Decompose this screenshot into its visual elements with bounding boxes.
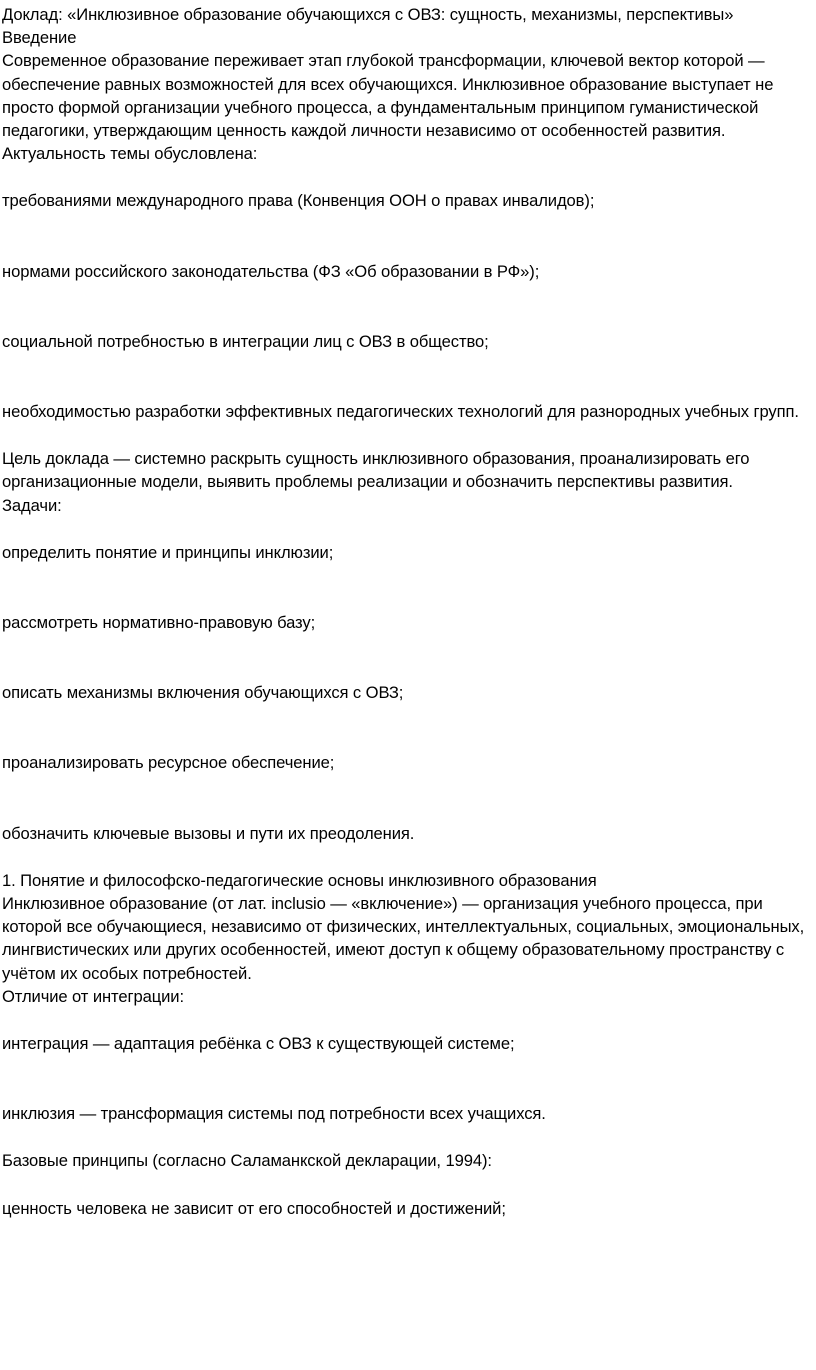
relevance-item: требованиями международного права (Конвенция ООН о правах инвалидов);	[2, 191, 595, 211]
document-title: Доклад: «Инклюзивное образование обучающихся с ОВЗ: сущность, механизмы, перспективы»	[2, 5, 734, 24]
principles-heading: Базовые принципы (согласно Саламанкской декларации, 1994):	[2, 1151, 492, 1171]
section-paragraph: Инклюзивное образование (от лат. inclusio — «включение») — организация учебного процесса, при которой все обучающиеся, независимо от физических, интеллектуальных, социальных, эмоциональных, лингвистических или других особенностей, имеют доступ к общему образовательному пространству с учётом их особых потребностей.	[2, 894, 809, 983]
relevance-item: нормами российского законодательства (ФЗ «Об образовании в РФ»);	[2, 261, 540, 281]
difference-item: инклюзия — трансформация системы под потребности всех учащихся.	[2, 1104, 546, 1124]
difference-item: интеграция — адаптация ребёнка с ОВЗ к существующей системе;	[2, 1034, 515, 1054]
relevance-heading: Актуальность темы обусловлена:	[2, 144, 258, 164]
relevance-item: необходимостью разработки эффективных педагогических технологий для разнородных учебных групп.	[2, 402, 799, 422]
task-item: рассмотреть нормативно-правовую базу;	[2, 613, 316, 633]
task-item: определить понятие и принципы инклюзии;	[2, 542, 334, 562]
difference-heading: Отличие от интеграции:	[2, 986, 184, 1006]
goal-paragraph: Цель доклада — системно раскрыть сущность инклюзивного образования, проанализировать его организационные модели, выявить проблемы реализации и обозначить перспективы развития.	[2, 449, 754, 492]
principle-item: ценность человека не зависит от его способностей и достижений;	[2, 1198, 506, 1218]
intro-heading: Введение	[2, 28, 77, 48]
intro-paragraph: Современное образование переживает этап глубокой трансформации, ключевой вектор которой — обеспечение равных возможностей для всех обучающихся. Инклюзивное образование выступает не просто формой организации учебного процесса, а фундаментальным принципом гуманистической педагогики, утверждающим ценность каждой личности независимо от особенностей развития.	[2, 51, 778, 141]
task-item: описать механизмы включения обучающихся с ОВЗ;	[2, 683, 404, 703]
tasks-heading: Задачи:	[2, 495, 62, 515]
task-item: проанализировать ресурсное обеспечение;	[2, 753, 335, 773]
section-heading: 1. Понятие и философско-педагогические основы инклюзивного образования	[2, 870, 597, 890]
relevance-item: социальной потребностью в интеграции лиц с ОВЗ в общество;	[2, 331, 489, 351]
task-item: обозначить ключевые вызовы и пути их преодоления.	[2, 823, 415, 843]
